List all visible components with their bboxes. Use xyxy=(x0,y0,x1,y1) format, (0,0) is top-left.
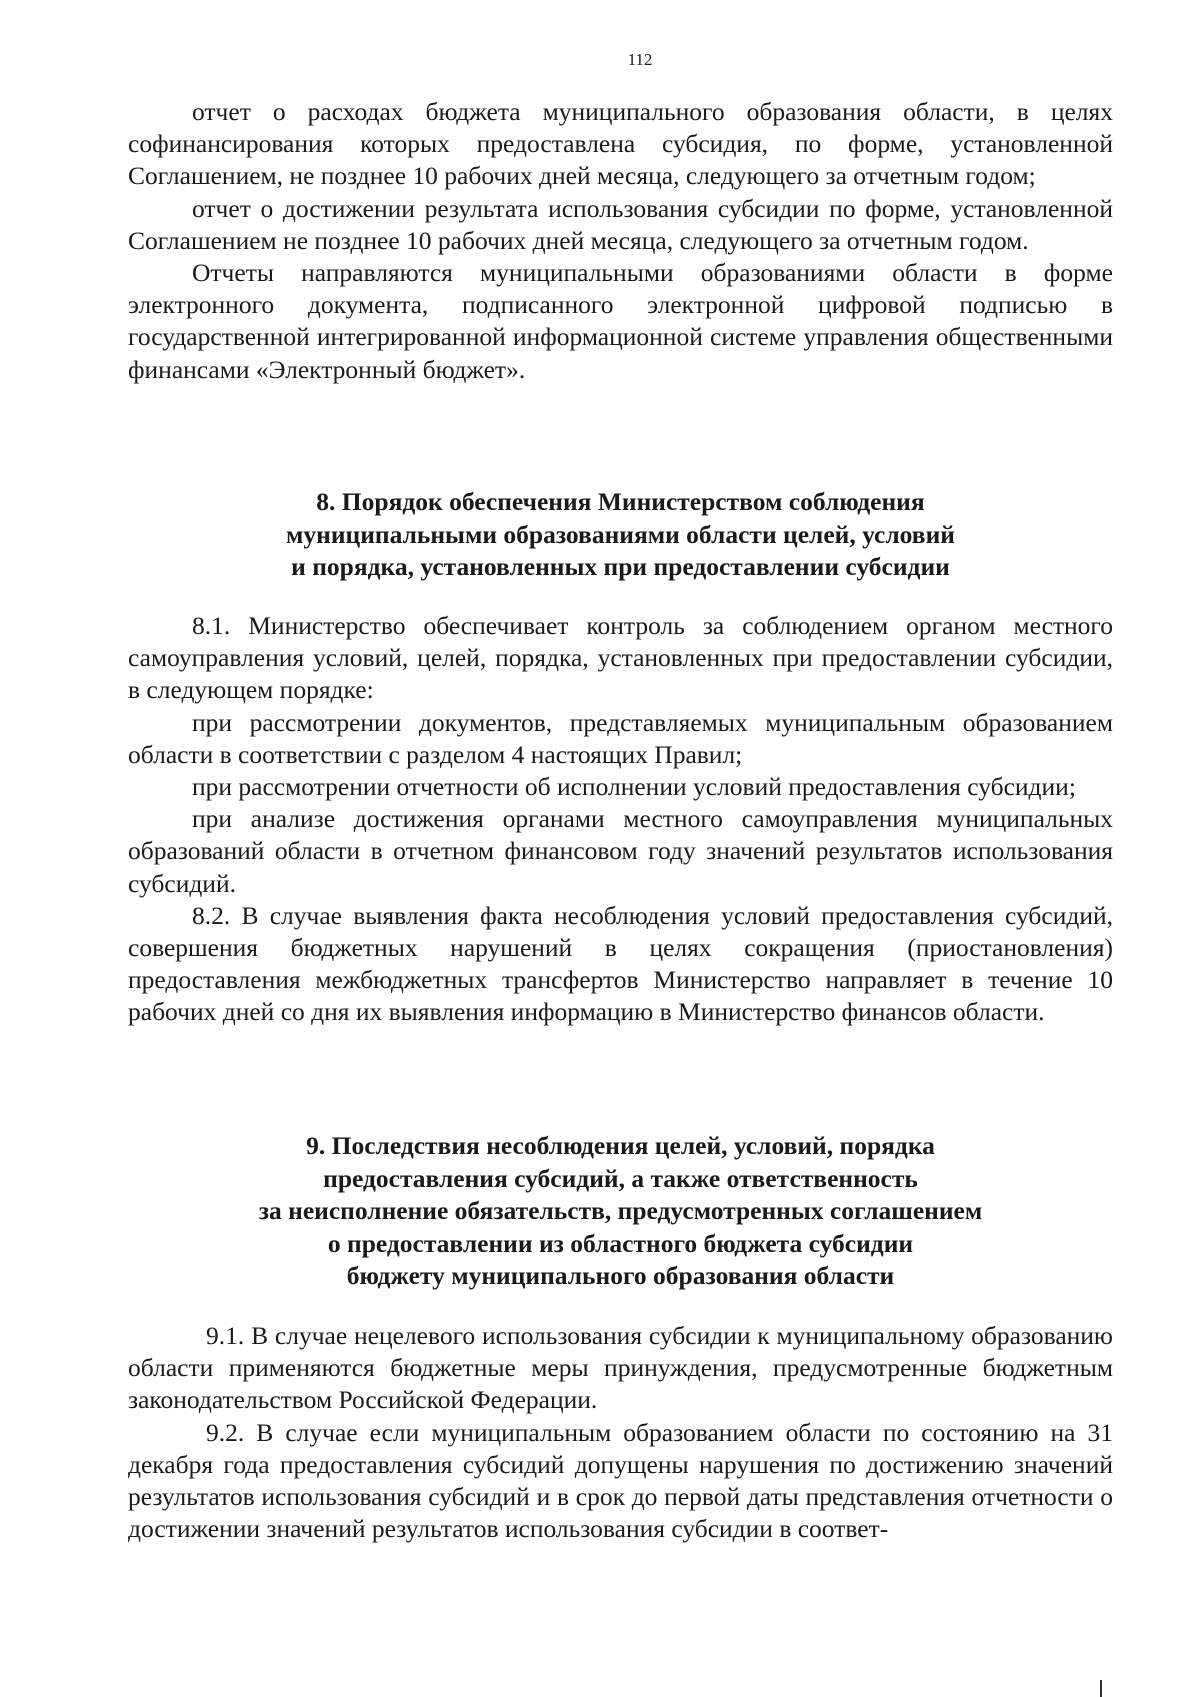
heading-line: предоставления субсидий, а также ответственность xyxy=(323,1163,918,1193)
paragraph: 9.2. В случае если муниципальным образованием области по состоянию на 31 декабря года предоставления субсидий допущены нарушения по достижению значений результатов использования субсидий и в срок до первой даты представления отчетности о достижении значений результатов использования субсидии в соответ- xyxy=(128,1417,1113,1544)
section-9-body xyxy=(128,1320,1113,1545)
paragraph: 9.1. В случае нецелевого использования субсидии к муниципальному образованию области применяются бюджетные меры принуждения, предусмотренные бюджетным законодательством Российской Федерации. xyxy=(128,1321,1113,1415)
paragraph: Отчеты направляются муниципальными образованиями области в форме электронного документа, подписанного электронной цифровой подписью в государственной интегрированной информационной системе управления общественными финансами «Электронный бюджет». xyxy=(128,258,1113,384)
section-9-heading xyxy=(128,1130,1113,1293)
heading-line: бюджету муниципального образования области xyxy=(346,1261,895,1290)
section-8-body xyxy=(128,610,1113,1029)
paragraph: отчет о расходах бюджета муниципального образования области, в целях софинансирования которых предоставлена субсидия, по форме, установленной Соглашением, не позднее 10 рабочих дней месяца, следующего за отчетным годом; xyxy=(128,97,1113,191)
heading-line: 8. Порядок обеспечения Министерством соблюдения xyxy=(316,487,925,516)
page-number: 112 xyxy=(627,50,653,69)
heading-line: 9. Последствия несоблюдения целей, условий, порядка xyxy=(306,1131,935,1160)
paragraph: 8.1. Министерство обеспечивает контроль за соблюдением органом местного самоуправления условий, целей, порядка, установленных при предоставлении субсидии, в следующем порядке: xyxy=(128,611,1113,705)
heading-line: за неисполнение обязательств, предусмотренных соглашением xyxy=(258,1196,983,1225)
heading-line: и порядка, установленных при предоставлении субсидии xyxy=(291,552,950,581)
paragraph: при рассмотрении отчетности об исполнении условий предоставления субсидии; xyxy=(192,772,1076,802)
paragraph: отчет о достижении результата использования субсидии по форме, установленной Соглашением не позднее 10 рабочих дней месяца, следующего за отчетным годом. xyxy=(128,193,1113,255)
heading-line: муниципальными образованиями области целей, условий xyxy=(286,519,955,549)
paragraph: при анализе достижения органами местного самоуправления муниципальных образований области в отчетном финансовом году значений результатов использования субсидий. xyxy=(128,804,1113,898)
scan-mark xyxy=(1100,1680,1102,1697)
paragraph: при рассмотрении документов, представляемых муниципальным образованием области в соответствии с разделом 4 настоящих Правил; xyxy=(128,707,1113,769)
section-8-heading xyxy=(128,486,1113,584)
paragraph: 8.2. В случае выявления факта несоблюдения условий предоставления субсидий, совершения бюджетных нарушений в целях сокращения (приостановления) предоставления межбюджетных трансфертов Министерство направляет в течение 10 рабочих дней со дня их выявления информацию в Министерство финансов области. xyxy=(128,900,1113,1027)
intro-text-block xyxy=(128,96,1113,386)
heading-line: о предоставлении из областного бюджета субсидии xyxy=(327,1228,914,1258)
